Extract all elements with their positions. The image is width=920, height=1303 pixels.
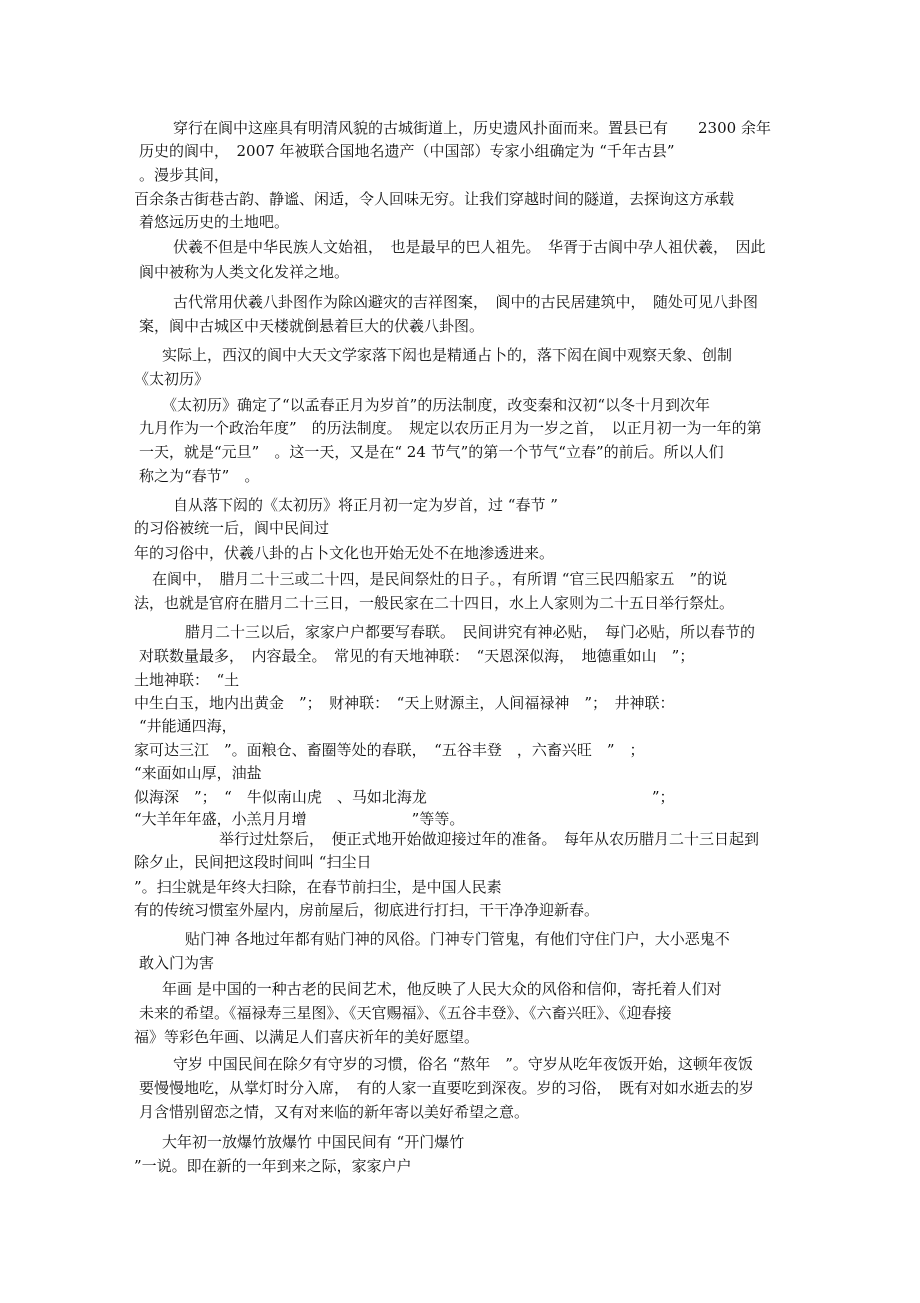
text-line: 。漫步其间，: [139, 166, 230, 184]
text-line: 有的传统习惯室外屋内，房前屋后，彻底进行打扫，干干净净迎新春。: [134, 901, 600, 919]
text-line: 一天，就是“元旦” 。这一天，又是在“ 24 节气”的第一个节气“立春”的前后。所以人们: [139, 443, 724, 461]
text-line: 在阆中， 腊月二十三或二十四，是民间祭灶的日子。，有所谓 “官三民四船家五 ”的说: [152, 570, 728, 588]
text-line: 着悠远历史的土地吧。: [139, 213, 290, 231]
text-line: 土地神联： “土: [134, 671, 240, 689]
text-line: 九月作为一个政治年度” 的历法制度。 规定以农历正月为一岁之首， 以正月初一为一年的第: [139, 419, 762, 437]
text-line: 《太初历》: [134, 370, 210, 388]
text-line: 似海深 ”； “ 牛似南山虎 、马如北海龙 ”；: [134, 788, 675, 806]
text-line: 穿行在阆中这座具有明清风貌的古城街道上，历史遗风扑面而来。置县已有 2300 余年: [173, 119, 771, 137]
text-line: 贴门神 各地过年都有贴门神的风俗。门神专门管鬼，有他们守住门户，大小恶鬼不: [185, 930, 730, 948]
text-line: 家可达三江 ”。面粮仓、畜圈等处的春联， “五谷丰登 ，六畜兴旺 ” ；: [134, 741, 645, 759]
text-line: 要慢慢地吃，从掌灯时分入席， 有的人家一直要吃到深夜。岁的习俗， 既有对如水逝去的岁: [139, 1079, 755, 1097]
text-line: 守岁 中国民间在除夕有守岁的习惯，俗名 “熬年 ”。守岁从吃年夜饭开始，这顿年夜饭: [173, 1055, 753, 1073]
text-line: 百余条古街巷古韵、静谧、闲适，令人回味无穷。让我们穿越时间的隧道，去探询这方承载: [134, 190, 735, 208]
text-line: 对联数量最多， 内容最全。 常见的有天地神联： “天恩深似海， 地德重如山 ”；: [139, 647, 695, 665]
text-line: 月含惜别留恋之情，又有对来临的新年寄以美好希望之意。: [139, 1103, 530, 1121]
text-line: ”。扫尘就是年终大扫除，在春节前扫尘，是中国人民素: [134, 878, 502, 896]
text-line: 实际上，西汉的阆中大天文学家落下闳也是精通占卜的，落下闳在阆中观察天象、创制: [162, 346, 733, 364]
text-line: “来面如山厚，油盐: [134, 764, 262, 782]
text-line: 的习俗被统一后，阆中民间过: [134, 519, 330, 537]
text-line: 古代常用伏羲八卦图作为除凶避灾的吉祥图案， 阆中的古民居建筑中， 随处可见八卦图: [173, 293, 759, 311]
text-line: 历史的阆中， 2007 年被联合国地名遗产（中国部）专家小组确定为 “千年古县”: [139, 142, 675, 160]
text-line: 除夕止，民间把这段时间叫 “扫尘日: [134, 853, 372, 871]
text-line: 称之为“春节” 。: [139, 467, 260, 485]
text-line: 《太初历》确定了“以孟春正月为岁首”的历法制度，改变秦和汉初“以冬十月到次年: [162, 396, 711, 414]
text-line: 未来的希望。《福禄寿三星图》、《天官赐福》、《五谷丰登》、《六畜兴旺》、《迎春接: [139, 1004, 672, 1022]
text-line: 阆中被称为人类文化发祥之地。: [139, 263, 350, 281]
text-line: 大年初一放爆竹放爆竹 中国民间有 “开门爆竹: [162, 1133, 465, 1151]
text-line: ”一说。即在新的一年到来之际，家家户户: [134, 1157, 412, 1175]
text-line: 法，也就是官府在腊月二十三日，一般民家在二十四日，水上人家则为二十五日举行祭灶。: [134, 594, 735, 612]
text-line: “井能通四海，: [139, 717, 237, 735]
text-line: 中生白玉，地内出黄金 ”； 财神联： “天上财源主，人间福禄神 ”； 井神联：: [134, 694, 675, 712]
text-line: 敢入门为害: [139, 954, 215, 972]
text-line: 伏羲不但是中华民族人文始祖， 也是最早的巴人祖先。 华胥于古阆中孕人祖伏羲， 因此: [173, 238, 766, 256]
text-line: 案，阆中古城区中天楼就倒悬着巨大的伏羲八卦图。: [139, 317, 485, 335]
text-line: “大羊年年盛，小羔月月增 ”等等。: [134, 810, 465, 828]
text-line: 福》等彩色年画、以满足人们喜庆祈年的美好愿望。: [134, 1028, 480, 1046]
text-line: 年的习俗中，伏羲八卦的占卜文化也开始无处不在地渗透进来。: [134, 544, 555, 562]
text-line: 举行过灶祭后， 便正式地开始做迎接过年的准备。 每年从农历腊月二十三日起到: [219, 830, 760, 848]
text-line: 腊月二十三以后，家家户户都要写春联。 民间讲究有神必贴， 每门必贴，所以春节的: [185, 623, 756, 641]
text-line: 自从落下闳的《太初历》将正月初一定为岁首，过 “春节 ”: [173, 496, 558, 514]
text-line: 年画 是中国的一种古老的民间艺术，他反映了人民大众的风俗和信仰，寄托着人们对: [162, 980, 722, 998]
